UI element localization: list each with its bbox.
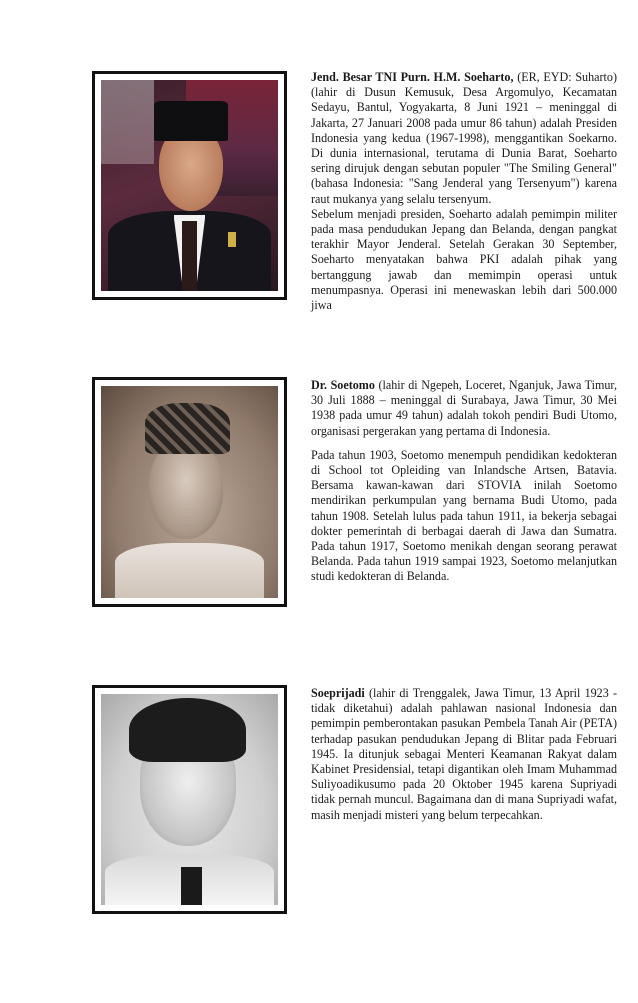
biography-paragraph: Pada tahun 1903, Soetomo menempuh pendidikan kedokteran di School tot Opleiding van Inlandsche Artsen, Batavia. Bersama kawan-kawan dari STOVIA inilah Soetomo mendirikan perkumpulan yang bernama Budi Utomo, pada tahun 1908. Setelah lulus pada tahun 1911, ia bekerja sebagai dokter pemerintah di berbagai daerah di Jawa dan Sumatra. Pada tahun 1917, Soetomo menikah dengan seorang perawat Belanda. Pada tahun 1919 sampai 1923, Soetomo melanjutkan studi kedokteran di Belanda. bbox=[311, 447, 617, 584]
portrait-photo-soeprijadi bbox=[101, 694, 278, 905]
paragraph-text: (lahir di Trenggalek, Jawa Timur, 13 April 1923 - tidak diketahui) adalah pahlawan nasional Indonesia dan pemimpin pemberontakan pasukan Pembela Tanah Air (PETA) terhadap pasukan pendudukan Jepang di Blitar pada Februari 1945. Ia ditunjuk sebagai Menteri Keamanan Rakyat dalam Kabinet Presidensial, tetapi digantikan oleh Imam Muhammad Suliyoadikusumo pada 20 Oktober 1945 karena Supriyadi tidak pernah muncul. Bagaimana dan di mana Supriyadi wafat, masih menjadi misteri yang belum terpecahkan. bbox=[311, 686, 617, 822]
biography-text-soetomo bbox=[311, 378, 617, 594]
biography-text-soeprijadi bbox=[311, 686, 617, 832]
paragraph-text: (ER, EYD: Suharto) (lahir di Dusun Kemusuk, Desa Argomulyo, Kecamatan Sedayu, Bantul, Yogyakarta, 8 Juni 1921 – meninggal di Jakarta, 27 Januari 2008 pada umur 86 tahun) adalah Presiden Indonesia yang kedua (1967-1998), menggantikan Soekarno. Di dunia internasional, terutama di Dunia Barat, Soeharto sering dirujuk dengan sebutan populer "The Smiling General" (bahasa Indonesia: "Sang Jenderal yang Tersenyum") karena raut mukanya yang selalu tersenyum. bbox=[311, 70, 617, 206]
portrait-frame-soeprijadi bbox=[92, 685, 287, 914]
biography-paragraph bbox=[311, 686, 617, 823]
portrait-photo-soetomo bbox=[101, 386, 278, 598]
biography-text-soeharto bbox=[311, 70, 617, 322]
person-name: Jend. Besar TNI Purn. H.M. Soeharto, bbox=[311, 70, 514, 84]
person-name: Soeprijadi bbox=[311, 686, 365, 700]
biography-paragraph: Sebelum menjadi presiden, Soeharto adalah pemimpin militer pada masa pendudukan Jepang dan Belanda, dengan pangkat terakhir Mayor Jenderal. Setelah Gerakan 30 September, Soeharto menyatakan bahwa PKI adalah pihak yang bertanggung jawab dan memimpin operasi untuk menumpasnya. Operasi ini menewaskan lebih dari 500.000 jiwa bbox=[311, 206, 617, 313]
portrait-photo-soeharto bbox=[101, 80, 278, 291]
biography-paragraph bbox=[311, 378, 617, 439]
paragraph-text: (lahir di Ngepeh, Loceret, Nganjuk, Jawa Timur, 30 Juli 1888 – meninggal di Surabaya, Jawa Timur, 30 Mei 1938 pada umur 49 tahun) adalah tokoh pendiri Budi Utomo, organisasi pergerakan yang pertama di Indonesia. bbox=[311, 378, 617, 438]
portrait-frame-soeharto bbox=[92, 71, 287, 300]
biography-paragraph bbox=[311, 70, 617, 207]
person-name: Dr. Soetomo bbox=[311, 378, 375, 392]
portrait-frame-soetomo bbox=[92, 377, 287, 607]
